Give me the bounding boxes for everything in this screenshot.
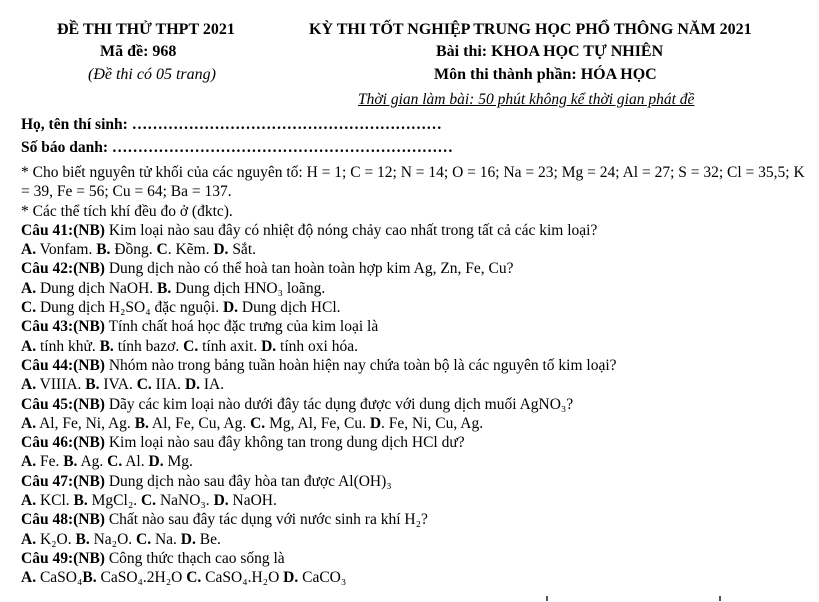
option-letter: D. xyxy=(213,241,229,259)
option-letter: B. xyxy=(82,569,97,587)
gas-volume-note: * Các thể tích khí đều đo ở (đktc). xyxy=(21,202,233,220)
option-letter: A. xyxy=(21,414,37,432)
option-letter: B. xyxy=(96,241,111,259)
atomic-mass-note: * Cho biết nguyên tử khối của các nguyên tố: H = 1; C = 12; N = 14; O = 16; Na = 23; Mg = 24; Al = 27; S = 32; Cl = 35,5; K = 39, Fe = 56; Cu = 64; Ba = 137. xyxy=(21,164,805,201)
option-text: Vonfam. xyxy=(36,241,97,259)
page-edge-mark xyxy=(719,596,721,601)
option-text: VIIIA. xyxy=(36,376,86,394)
question-label: Câu 45:(NB) xyxy=(21,395,105,413)
option-text: tính bazơ. xyxy=(113,337,184,355)
question-label: Câu 46:(NB) xyxy=(21,434,105,452)
pages-note: (Đề thi có 05 trang) xyxy=(88,66,216,83)
candidate-id-dots: ………………………………………………………… xyxy=(111,139,453,156)
option-text: Mg. xyxy=(163,453,193,471)
option-text: CaSO₄ xyxy=(36,569,83,587)
question-label: Câu 49:(NB) xyxy=(21,549,105,567)
answer-options-line xyxy=(21,491,811,510)
option-text: IIA. xyxy=(151,376,185,394)
option-text: tính khử. xyxy=(36,337,100,355)
answer-options-line xyxy=(21,452,811,471)
option-text: Ag. xyxy=(77,453,108,471)
option-letter: D. xyxy=(180,530,196,548)
option-letter: A. xyxy=(21,453,37,471)
option-letter: D xyxy=(369,414,382,432)
option-text: Be. xyxy=(195,530,221,548)
option-text: K₂O. xyxy=(36,530,76,548)
question-text: Dãy các kim loại nào dưới đây tác dụng được với dung dịch muối AgNO₃? xyxy=(104,395,574,413)
option-letter: C. xyxy=(140,492,157,510)
option-letter: A. xyxy=(21,241,37,259)
option-text: CaSO₄.H₂O xyxy=(201,569,284,587)
option-text: . Fe, Ni, Cu, Ag. xyxy=(381,414,484,432)
option-text: Mg, Al, Fe, Cu. xyxy=(265,414,370,432)
option-letter: C. xyxy=(136,376,152,394)
question-text: Kim loại nào sau đây có nhiệt độ nóng chảy cao nhất trong tất cả các kim loại? xyxy=(104,221,598,239)
candidate-name-dots: …………………………………………………… xyxy=(131,116,442,133)
question-stem xyxy=(21,549,811,568)
question-label: Câu 47:(NB) xyxy=(21,472,105,490)
answer-options-line xyxy=(21,414,811,433)
question-stem xyxy=(21,356,811,375)
answer-options-line xyxy=(21,240,811,259)
option-letter: B. xyxy=(99,337,114,355)
option-letter: B. xyxy=(75,530,90,548)
option-text: CaSO₄.2H₂O xyxy=(96,569,187,587)
answer-options-line xyxy=(21,568,811,587)
option-text: Al. xyxy=(122,453,149,471)
option-letter: A. xyxy=(21,337,37,355)
option-letter: C xyxy=(156,241,168,259)
option-letter: C. xyxy=(136,530,152,548)
option-text: Dung dịch HCl. xyxy=(238,299,341,317)
answer-options-line xyxy=(21,298,811,317)
question-stem xyxy=(21,221,811,240)
option-text: Sắt. xyxy=(228,241,256,259)
exam-body xyxy=(21,163,811,588)
option-letter: D. xyxy=(213,492,229,510)
option-text: MgCl₂. xyxy=(87,492,141,510)
option-letter: C. xyxy=(186,569,202,587)
question-text: Dung dịch nào có thể hoà tan hoàn toàn hợp kim Ag, Zn, Fe, Cu? xyxy=(104,260,514,278)
answer-options-line xyxy=(21,530,811,549)
question-text: Kim loại nào sau đây không tan trong dung dịch HCl dư? xyxy=(104,434,465,452)
option-letter: B. xyxy=(134,414,149,432)
option-text: CaCO₃ xyxy=(298,569,347,587)
answer-options-line xyxy=(21,337,811,356)
question-stem xyxy=(21,259,811,278)
option-letter: D. xyxy=(261,337,277,355)
option-text: IVA. xyxy=(99,376,137,394)
question-label: Câu 42:(NB) xyxy=(21,260,105,278)
option-letter: B. xyxy=(73,492,88,510)
option-text: Dung dịch NaOH. xyxy=(36,279,158,297)
question-text: Công thức thạch cao sống là xyxy=(104,549,285,567)
option-text: Na₂O. xyxy=(89,530,137,548)
question-stem xyxy=(21,395,811,414)
option-letter: A. xyxy=(21,376,37,394)
question-text: Chất nào sau đây tác dụng với nước sinh ra khí H₂? xyxy=(104,511,428,529)
question-label: Câu 44:(NB) xyxy=(21,356,105,374)
option-text: Dung dịch H₂SO₄ đặc nguội. xyxy=(36,299,223,317)
option-text: IA. xyxy=(200,376,225,394)
option-letter: B. xyxy=(85,376,100,394)
exam-title: ĐỀ THI THỬ THPT 2021 xyxy=(57,21,235,38)
candidate-name-label: Họ, tên thí sinh: xyxy=(21,116,128,133)
answer-options-line xyxy=(21,279,811,298)
option-text: NaNO₃. xyxy=(156,492,214,510)
option-letter: C. xyxy=(21,299,37,317)
option-letter: C. xyxy=(107,453,123,471)
question-stem xyxy=(21,433,811,452)
option-text: Al, Fe, Cu, Ag. xyxy=(148,414,251,432)
option-letter: D. xyxy=(222,299,239,317)
option-text: tính oxi hóa. xyxy=(276,337,358,355)
option-text: Đồng. xyxy=(110,241,157,259)
option-text: Dung dịch HNO₃ loãng. xyxy=(171,279,326,297)
question-stem xyxy=(21,510,811,529)
option-text: Al, Fe, Ni, Ag. xyxy=(36,414,135,432)
option-text: tính axit. xyxy=(198,337,262,355)
question-label: Câu 48:(NB) xyxy=(21,511,105,529)
option-letter: A. xyxy=(21,530,37,548)
option-letter: D. xyxy=(184,376,201,394)
exam-duration: Thời gian làm bài: 50 phút không kể thời gian phát đề xyxy=(358,91,695,108)
option-letter: B. xyxy=(63,453,78,471)
option-text: . Kẽm. xyxy=(167,241,214,259)
option-letter: C. xyxy=(250,414,266,432)
candidate-id-label: Số báo danh: xyxy=(21,139,109,156)
answer-options-line xyxy=(21,375,811,394)
question-label: Câu 43:(NB) xyxy=(21,318,105,336)
question-stem xyxy=(21,317,811,336)
national-exam-title: KỲ THI TỐT NGHIỆP TRUNG HỌC PHỔ THÔNG NĂM 2021 xyxy=(309,21,752,38)
option-letter: A. xyxy=(21,492,37,510)
page-edge-mark xyxy=(546,596,548,601)
subject: Môn thi thành phần: HÓA HỌC xyxy=(434,66,657,83)
question-text: Tính chất hoá học đặc trưng của kim loại là xyxy=(104,318,379,336)
question-stem xyxy=(21,472,811,491)
option-letter: D. xyxy=(148,453,164,471)
subject-group: Bài thi: KHOA HỌC TỰ NHIÊN xyxy=(436,43,664,60)
question-label: Câu 41:(NB) xyxy=(21,221,105,239)
candidate-name-line xyxy=(21,116,442,134)
option-letter: A. xyxy=(21,279,37,297)
option-letter: A. xyxy=(21,569,37,587)
option-text: NaOH. xyxy=(228,492,277,510)
question-list xyxy=(21,221,811,588)
option-letter: B. xyxy=(157,279,172,297)
option-text: KCl. xyxy=(36,492,74,510)
option-text: Na. xyxy=(151,530,181,548)
candidate-id-line xyxy=(21,139,453,157)
question-text: Nhóm nào trong bảng tuần hoàn hiện nay chứa toàn bộ là các nguyên tố kim loại? xyxy=(104,356,617,374)
option-letter: C. xyxy=(183,337,199,355)
option-text: Fe. xyxy=(36,453,64,471)
exam-code: Mã đề: 968 xyxy=(100,43,177,60)
question-text: Dung dịch nào sau đây hòa tan được Al(OH)₃ xyxy=(104,472,392,490)
option-letter: D. xyxy=(283,569,299,587)
